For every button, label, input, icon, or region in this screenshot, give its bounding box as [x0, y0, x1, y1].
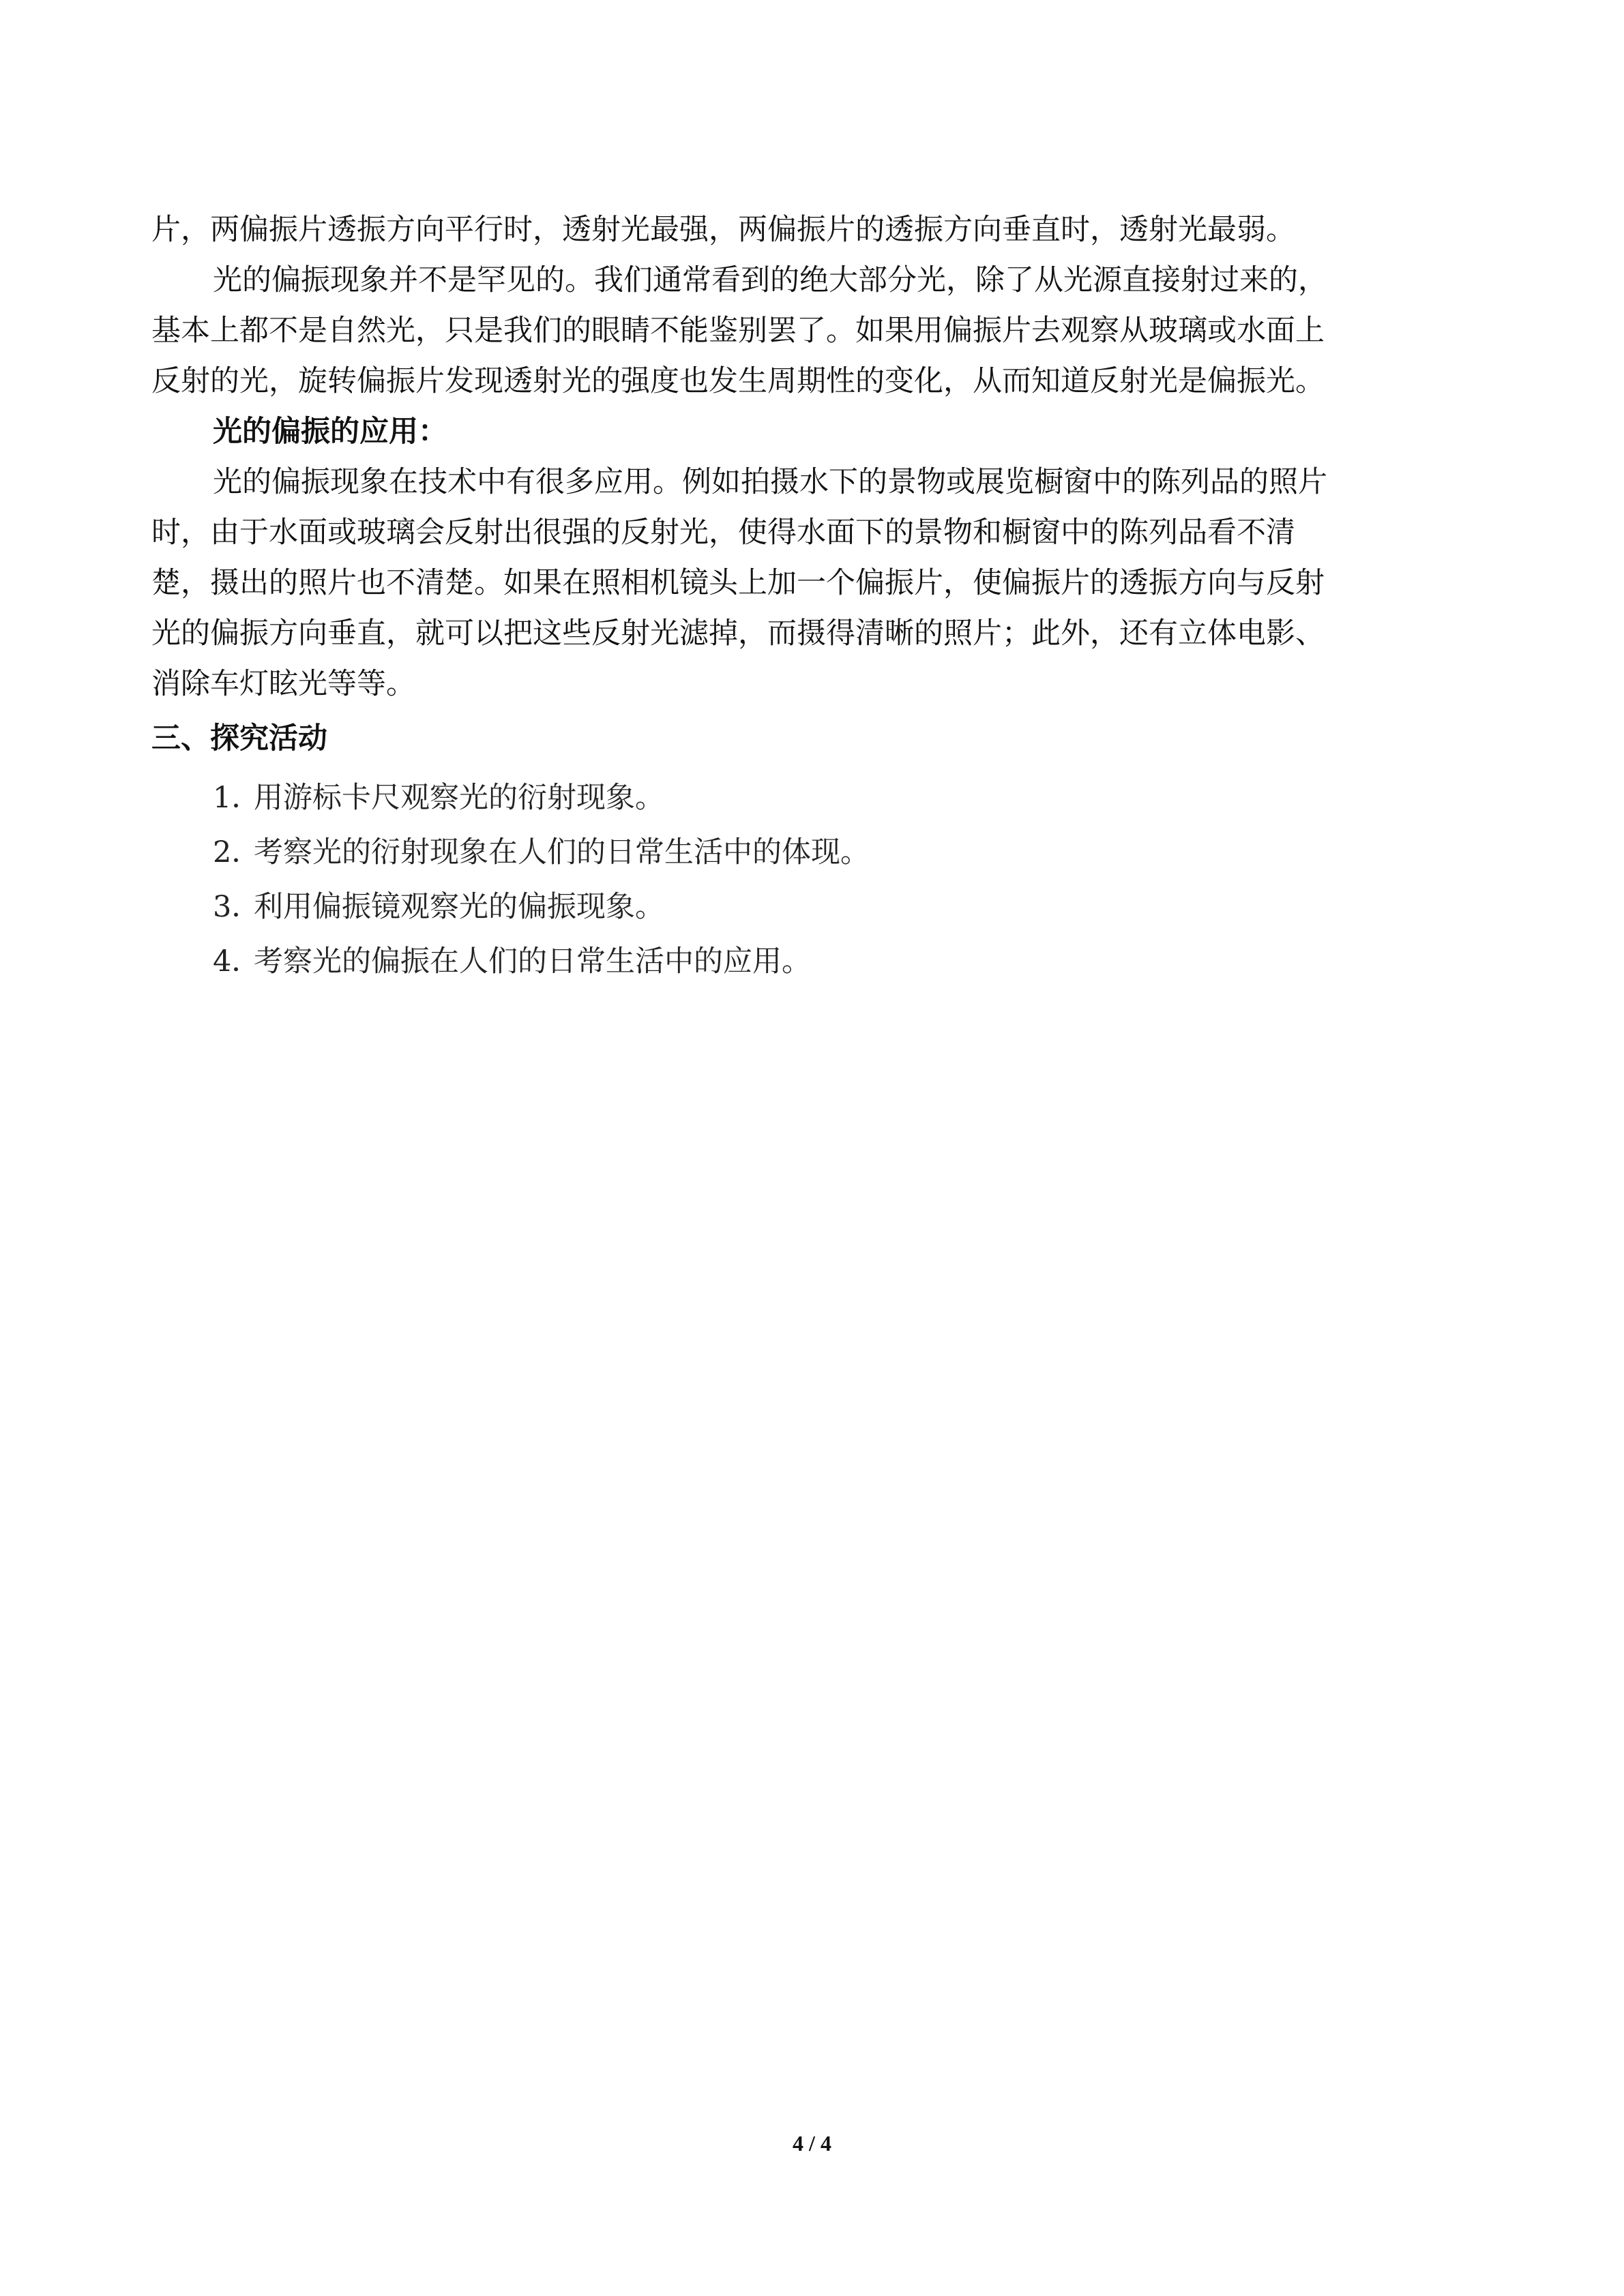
paragraph-line: 光的偏振现象并不是罕见的。我们通常看到的绝大部分光，除了从光源直接射过来的， [213, 263, 1327, 297]
paragraph-line: 反射的光，旋转偏振片发现透射光的强度也发生周期性的变化，从而知道反射光是偏振光。 [151, 364, 1325, 398]
list-item-number: 1． [213, 781, 261, 815]
list-item-number: 3． [213, 890, 261, 924]
list-item-number: 4． [213, 944, 261, 979]
paragraph-line: 时，由于水面或玻璃会反射出很强的反射光，使得水面下的景物和橱窗中的陈列品看不清 [151, 516, 1295, 550]
document-body [151, 205, 1473, 989]
list-item [151, 880, 1473, 934]
list-item-text: 考察光的衍射现象在人们的日常生活中的体现。 [254, 835, 870, 869]
list-item-text: 利用偏振镜观察光的偏振现象。 [254, 890, 664, 924]
paragraph-line: 基本上都不是自然光，只是我们的眼睛不能鉴别罢了。如果用偏振片去观察从玻璃或水面上 [151, 314, 1325, 348]
page-number: 4 / 4 [793, 2131, 831, 2156]
paragraph-line: 光的偏振方向垂直，就可以把这些反射光滤掉，而摄得清晰的照片；此外，还有立体电影、 [151, 616, 1325, 651]
subheading: 光的偏振的应用： [213, 415, 447, 449]
paragraph-line: 片，两偏振片透振方向平行时，透射光最强，两偏振片的透振方向垂直时，透射光最弱。 [151, 213, 1295, 247]
list-item-text: 用游标卡尺观察光的衍射现象。 [254, 781, 664, 815]
list-item [151, 934, 1473, 989]
list-item [151, 771, 1473, 825]
paragraph-line: 楚，摄出的照片也不清楚。如果在照相机镜头上加一个偏振片，使偏振片的透振方向与反射 [151, 566, 1325, 600]
list-item [151, 825, 1473, 880]
paragraph-line: 消除车灯眩光等等。 [151, 667, 415, 701]
section-heading: 三、探究活动 [151, 721, 327, 756]
paragraph-line: 光的偏振现象在技术中有很多应用。例如拍摄水下的景物或展览橱窗中的陈列品的照片 [213, 465, 1327, 499]
list-item-text: 考察光的偏振在人们的日常生活中的应用。 [254, 944, 811, 979]
activity-list [151, 771, 1473, 989]
list-item-number: 2． [213, 835, 261, 869]
